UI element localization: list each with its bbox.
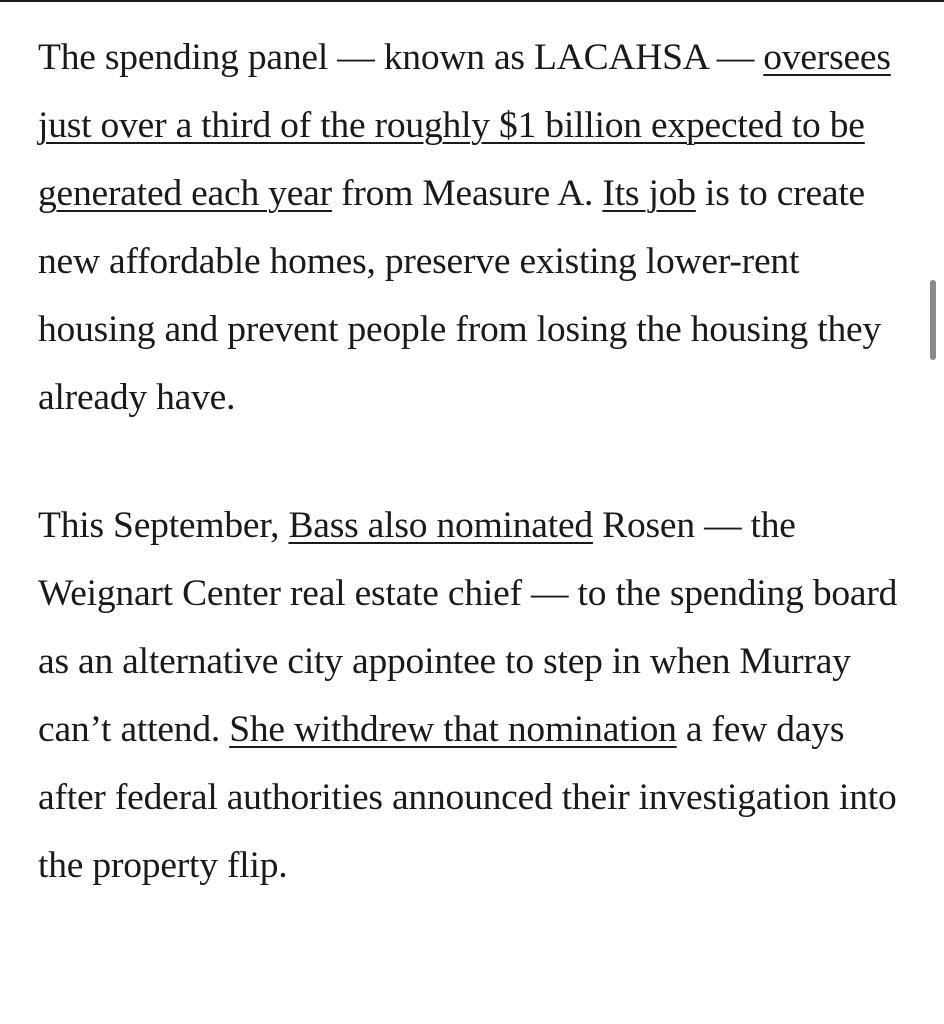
paragraph-lacahsa [38,24,910,432]
paragraph-text: Rosen — the Weignart Center real estate chief — to the spending board as an alternative city appointee to step in when Murray can’t attend. [38,505,898,750]
link-its-job[interactable]: Its job [602,173,696,214]
article-body [38,24,910,900]
link-bass-nominated[interactable]: Bass also nominated [288,505,593,546]
paragraph-text: a few days after federal authorities announced their investigation into the property flip. [38,709,897,886]
paragraph-text: The spending panel — known as LACAHSA — [38,37,764,78]
paragraph-text: is to create new affordable homes, preserve existing lower-rent housing and prevent people from losing the housing they already have. [38,173,882,418]
paragraph-text: from Measure A. [331,173,603,214]
scrollbar-thumb[interactable] [930,280,936,360]
paragraph-rosen-nomination [38,492,910,900]
link-withdrew-nomination[interactable]: She withdrew that nomination [229,709,677,750]
paragraph-text: This September, [38,505,289,546]
link-measure-a-funding[interactable]: oversees just over a third of the roughly $1 billion expected to be generated each year [38,37,891,214]
